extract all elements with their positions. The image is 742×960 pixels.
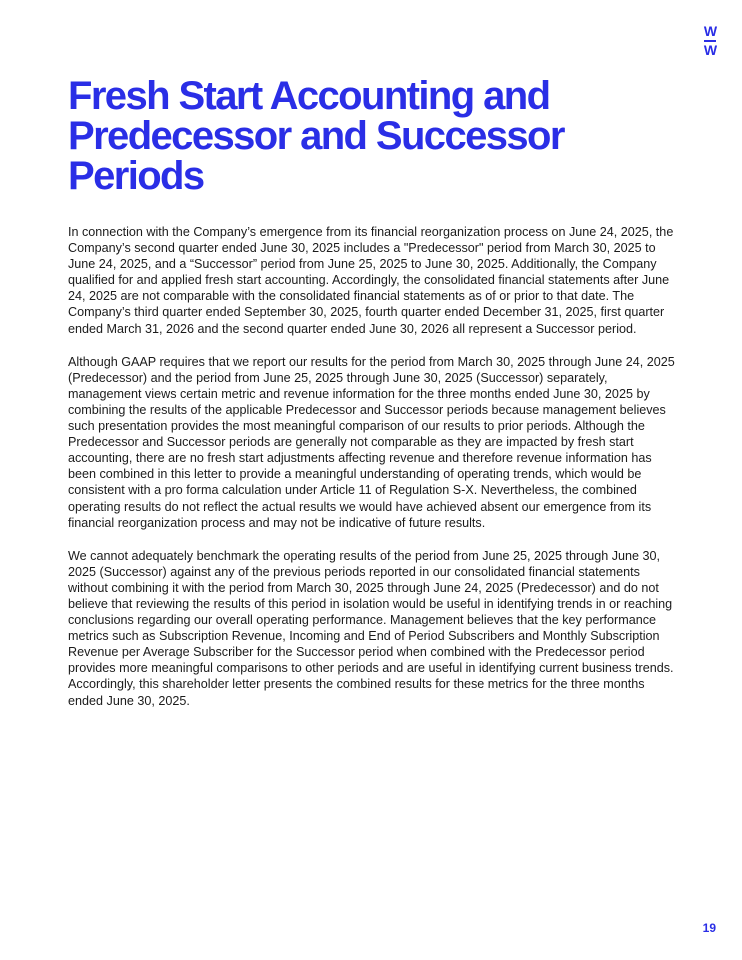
page-number: 19 [702,921,716,935]
page-title-line-1: Fresh Start Accounting and [68,74,550,118]
page-title-line-2: Predecessor and Successor [68,114,564,158]
paragraph-benchmarking: We cannot adequately benchmark the operating results of the period from June 25, 2025 through June 30, 2025 (Successor) against any of the previous periods reported in our consolidated financial statements without combining it with the period from March 30, 2025 through June 24, 2025 (Predecessor) and do not believe that reviewing the results of this period in isolation would be useful in identifying trends in or reaching conclusions regarding our overall operating performance. Management believes that the key performance metrics such as Subscription Revenue, Incoming and End of Period Subscribers and Monthly Subscription Revenue per Average Subscriber for the Successor period when combined with the Predecessor period provides more meaningful comparisons to other periods and are useful in identifying current business trends. Accordingly, this shareholder letter presents the combined results for these metrics for the three months ended June 30, 2025. [68,548,674,708]
logo-letter-top: W [703,23,717,39]
ww-logo-icon [703,24,717,57]
page-title-line-3: Periods [68,154,204,198]
body-text [68,224,678,726]
paragraph-emergence: In connection with the Company’s emergence from its financial reorganization process on June 24, 2025, the Company’s second quarter ended June 30, 2025 includes a "Predecessor" period from March 30, 2025 to June 24, 2025, and a “Successor” period from June 25, 2025 to June 30, 2025. Additionally, the Company qualified for and applied fresh start accounting. Accordingly, the consolidated financial statements after June 24, 2025 are not comparable with the consolidated financial statements as of or prior to that date. The Company’s third quarter ended September 30, 2025, fourth quarter ended December 31, 2025, first quarter ended March 31, 2026 and the second quarter ended June 30, 2026 all represent a Successor period. [68,225,674,336]
paragraph-gaap-reporting: Although GAAP requires that we report our results for the period from March 30, 2025 through June 24, 2025 (Predecessor) and the period from June 25, 2025 through June 30, 2025 (Successor) separately, management views certain metric and revenue information for the three months ended June 30, 2025 by combining the results of the applicable Predecessor and Successor periods because management believes such presentation provides the most meaningful comparison of our results to prior periods. Although the Predecessor and Successor periods are generally not comparable as they are impacted by fresh start accounting, there are no fresh start adjustments affecting revenue and therefore revenue information has been combined in this letter to provide a meaningful understanding of operating trends, which would be consistent with a pro forma calculation under Article 11 of Regulation S-X. Nevertheless, the combined operating results do not reflect the actual results we would have achieved absent our emergence from its financial reorganization process and may not be indicative of future results. [68,354,675,530]
page-title [68,76,668,196]
logo-letter-bottom: W [703,42,717,58]
